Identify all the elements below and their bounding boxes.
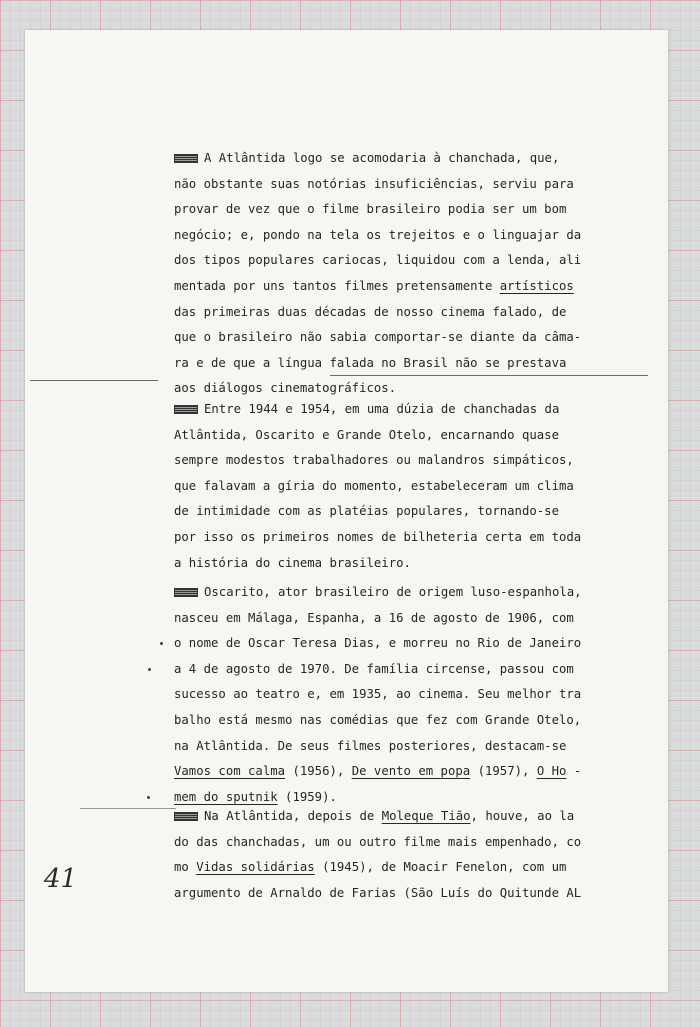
text-line	[174, 329, 581, 345]
text-line	[174, 712, 581, 728]
text-line	[174, 380, 396, 396]
text-segment: sucesso ao teatro e, em 1935, ao cinema. Seu melhor tra	[174, 687, 582, 702]
text-line	[174, 789, 337, 805]
text-segment: negócio; e, pondo na tela os trejeitos e o linguajar da	[174, 227, 582, 242]
struck-out-indent-mark	[174, 588, 198, 597]
text-segment: sempre modestos trabalhadores ou malandros simpáticos,	[174, 453, 574, 468]
text-line	[174, 686, 581, 702]
text-line	[174, 555, 411, 571]
text-segment: a 4 de agosto de 1970. De família circense, passou com	[174, 661, 574, 676]
margin-dot	[147, 796, 150, 799]
text-segment: que o brasileiro não sabia comportar-se diante da câma-	[174, 330, 582, 345]
text-segment: o nome de Oscar Teresa Dias, e morreu no Rio de Janeiro	[174, 636, 582, 651]
text-segment: (1957),	[470, 764, 537, 779]
text-line	[174, 885, 581, 901]
text-line	[174, 427, 559, 443]
text-segment: que falavam a gíria do momento, estabeleceram um clima	[174, 478, 574, 493]
text-segment: , houve, ao la	[470, 809, 575, 823]
struck-out-indent-mark	[174, 812, 198, 821]
text-segment: A Atlântida logo se acomodaria à chanchada, que,	[204, 151, 560, 165]
underlined-title: Vamos com calma	[174, 764, 286, 779]
text-segment: de intimidade com as platéias populares, tornando-se	[174, 504, 559, 519]
margin-dot	[148, 668, 151, 671]
text-segment: balho está mesmo nas comédias que fez com Grande Otelo,	[174, 713, 582, 727]
handwritten-page-number: 41	[44, 864, 78, 894]
text-line	[174, 478, 574, 494]
text-line	[174, 529, 581, 545]
text-line	[174, 808, 574, 824]
text-line	[174, 859, 566, 875]
text-segment: das primeiras duas décadas de nosso cinema falado, de	[174, 304, 567, 319]
text-line	[174, 661, 574, 677]
text-line	[174, 176, 574, 192]
text-segment: Entre 1944 e 1954, em uma dúzia de chanchadas da	[204, 402, 560, 416]
text-segment: na Atlântida. De seus filmes posteriores, destacam-se	[174, 738, 567, 753]
struck-out-indent-mark	[174, 405, 198, 414]
text-segment: aos diálogos cinematográficos.	[174, 381, 397, 396]
text-segment: provar de vez que o filme brasileiro podia ser um bom	[174, 202, 567, 217]
text-line	[174, 304, 566, 320]
left-margin-rule-top	[30, 380, 158, 381]
right-margin-rule-top	[330, 375, 648, 376]
text-line	[174, 278, 574, 294]
underlined-title: O Ho	[536, 764, 567, 779]
text-line	[174, 355, 566, 371]
text-line	[174, 763, 581, 779]
text-line	[174, 227, 581, 243]
struck-out-indent-mark	[174, 154, 198, 163]
text-segment: a história do cinema brasileiro.	[174, 555, 411, 570]
text-line	[174, 150, 559, 166]
text-line	[174, 401, 559, 417]
text-segment: por isso os primeiros nomes de bilheteria certa em toda	[174, 530, 582, 544]
text-segment: mo	[174, 860, 197, 875]
text-line	[174, 738, 566, 754]
text-line	[174, 201, 566, 217]
underlined-title: mem do sputnik	[174, 789, 278, 804]
text-segment: dos tipos populares cariocas, liquidou com a lenda, ali	[174, 253, 582, 268]
text-segment: Atlântida, Oscarito e Grande Otelo, encarnando quase	[174, 427, 559, 442]
text-line	[174, 584, 582, 600]
text-segment: argumento de Arnaldo de Farias (São Luís do Quitunde AL	[174, 885, 582, 900]
text-line	[174, 452, 574, 468]
text-line	[174, 610, 574, 626]
text-line	[174, 503, 559, 519]
text-segment: não obstante suas notórias insuficiências, serviu para	[174, 176, 574, 191]
underlined-title: artísticos	[499, 279, 574, 293]
text-segment: (1956),	[285, 764, 352, 779]
text-segment: (1959).	[277, 789, 337, 804]
underlined-title: Vidas solidárias	[196, 860, 315, 875]
text-segment: nasceu em Málaga, Espanha, a 16 de agosto de 1906, com	[174, 610, 574, 625]
text-line	[174, 834, 581, 850]
underlined-title: De vento em popa	[351, 764, 471, 779]
underlined-title: Moleque Tião	[381, 809, 471, 823]
text-line	[174, 635, 581, 651]
text-line	[174, 252, 581, 268]
left-margin-rule-bottom	[80, 808, 176, 809]
text-segment: -	[566, 764, 582, 779]
margin-dot	[160, 642, 163, 645]
text-segment: do das chanchadas, um ou outro filme mais empenhado, co	[174, 834, 582, 849]
text-segment: Oscarito, ator brasileiro de origem luso-espanhola,	[204, 585, 582, 599]
text-segment: (1945), de Moacir Fenelon, com um	[314, 860, 567, 875]
text-segment: ra e de que a língua falada no Brasil não se prestava	[174, 355, 567, 370]
text-segment: Na Atlântida, depois de	[204, 809, 382, 823]
text-segment: mentada por uns tantos filmes pretensamente	[174, 279, 500, 293]
